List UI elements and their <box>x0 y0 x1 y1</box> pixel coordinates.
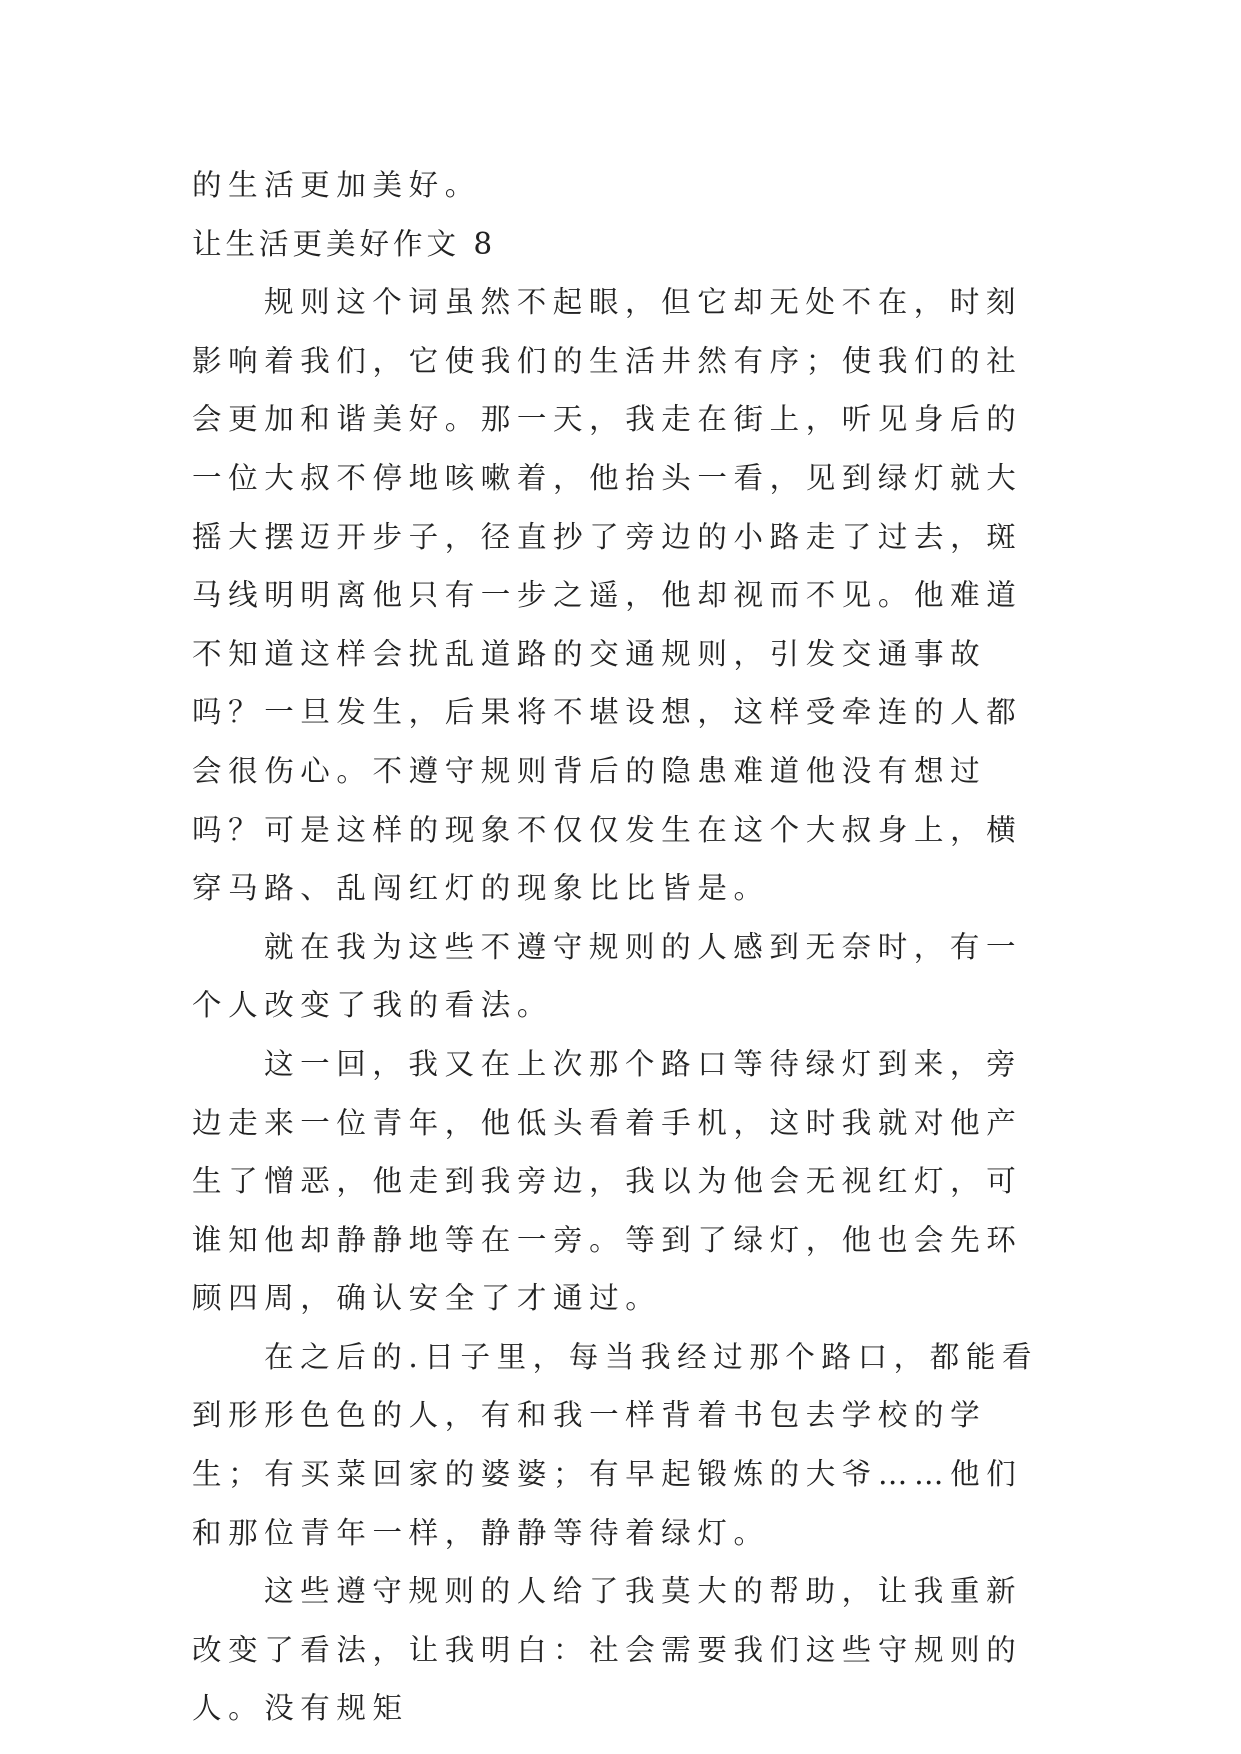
paragraph: 在之后的.日子里，每当我经过那个路口，都能看到形形色色的人，有和我一样背着书包去学校的学生；有买菜回家的婆婆；有早起锻炼的大爷……他们和那位青年一样，静静等待着绿灯。 <box>192 1339 1039 1550</box>
lead-line: 的生活更加美好。 <box>192 168 481 202</box>
article-title: 让生活更美好作文 8 <box>192 226 497 261</box>
paragraph: 就在我为这些不遵守规则的人感到无奈时，有一个人改变了我的看法。 <box>192 929 1023 1023</box>
paragraph: 这些遵守规则的人给了我莫大的帮助，让我重新改变了看法，让我明白：社会需要我们这些守规则的人。没有规矩 <box>192 1574 1023 1726</box>
paragraph: 这一回，我又在上次那个路口等待绿灯到来，旁边走来一位青年，他低头看着手机，这时我就对他产生了憎恶，他走到我旁边，我以为他会无视红灯，可谁知他却静静地等在一旁。等到了绿灯，他也会先环顾四周，确认安全了才通过。 <box>192 1046 1023 1316</box>
article-body <box>192 156 1052 1738</box>
paragraph: 规则这个词虽然不起眼，但它却无处不在，时刻影响着我们，它使我们的生活井然有序；使我们的社会更加和谐美好。那一天，我走在街上，听见身后的一位大叔不停地咳嗽着，他抬头一看，见到绿灯就大摇大摆迈开步子，径直抄了旁边的小路走了过去，斑马线明明离他只有一步之遥，他却视而不见。他难道不知道这样会扰乱道路的交通规则，引发交通事故吗？一旦发生，后果将不堪设想，这样受牵连的人都会很伤心。不遵守规则背后的隐患难道他没有想过吗？可是这样的现象不仅仅发生在这个大叔身上，横穿马路、乱闯红灯的现象比比皆是。 <box>192 285 1023 906</box>
